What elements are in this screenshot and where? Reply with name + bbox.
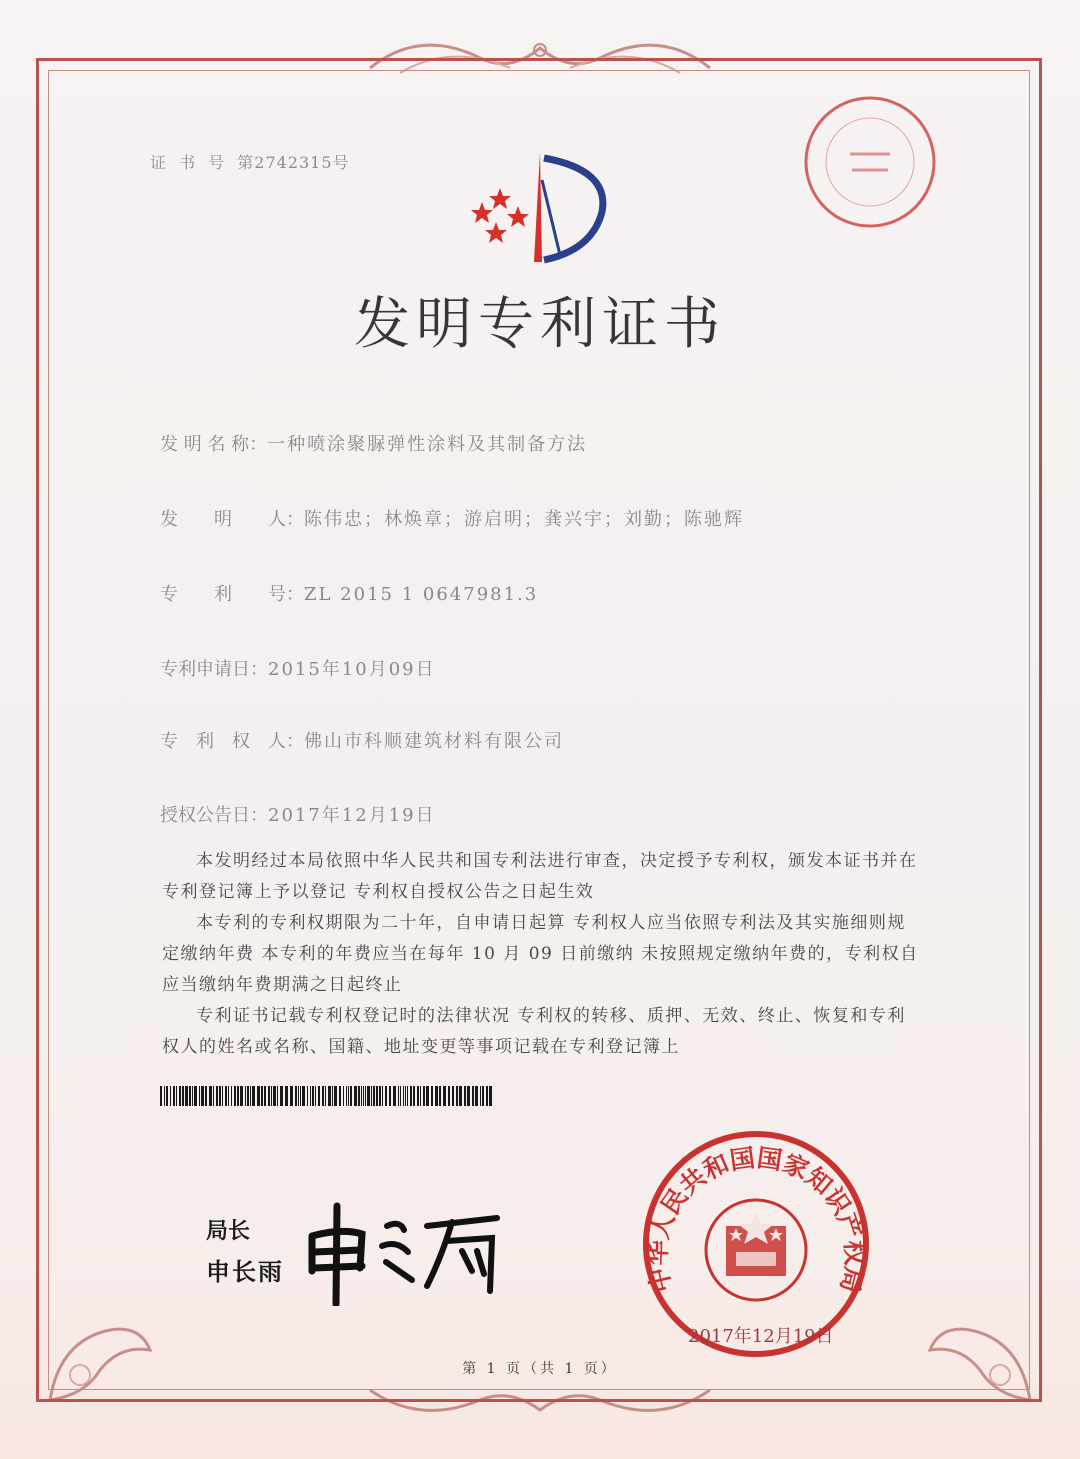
patent-office-seal-icon bbox=[800, 92, 940, 232]
body-paragraph: 本专利的专利权期限为二十年，自申请日起算 专利权人应当依照专利法及其实施细则规定缴纳年费 本专利的年费应当在每年 10 月 09 日前缴纳 未按照规定缴纳年费的，专利权自应当缴纳年费期满之日起终止 bbox=[162, 913, 919, 995]
application-date-value: 2015年10月09日 bbox=[268, 659, 436, 680]
certificate-number-label: 证 书 号 bbox=[150, 153, 229, 172]
seal-date: 2017年12月19日 bbox=[688, 1326, 834, 1347]
certificate-title: 发明专利证书 bbox=[354, 292, 726, 357]
invention-name-label: 发 明 名 称： bbox=[160, 434, 268, 455]
certificate-number-value: 第2742315号 bbox=[237, 153, 350, 172]
patentee-value: 佛山市科顺建筑材料有限公司 bbox=[304, 731, 564, 752]
certificate-number bbox=[150, 150, 350, 173]
grant-date-field bbox=[160, 801, 436, 827]
inventors-field bbox=[160, 505, 744, 531]
patent-number-value: ZL 2015 1 0647981.3 bbox=[304, 584, 539, 605]
patentee-label: 专 利 权 人： bbox=[160, 731, 304, 752]
inventors-label: 发 明 人： bbox=[160, 509, 304, 530]
patent-number-label: 专 利 号： bbox=[160, 584, 304, 605]
invention-name-value: 一种喷涂聚脲弹性涂料及其制备方法 bbox=[267, 434, 588, 455]
director-signature bbox=[302, 1196, 502, 1306]
grant-date-value: 2017年12月19日 bbox=[268, 805, 436, 826]
application-date-field bbox=[160, 655, 436, 681]
director-name: 申长雨 bbox=[206, 1258, 284, 1286]
page-number: 第 1 页（共 1 页） bbox=[462, 1361, 618, 1377]
director-title: 局长 bbox=[206, 1219, 251, 1244]
invention-name-field bbox=[160, 430, 587, 456]
body-paragraph: 本发明经过本局依照中华人民共和国专利法进行审查，决定授予专利权，颁发本证书并在专利登记簿上予以登记 专利权自授权公告之日起生效 bbox=[162, 851, 918, 902]
patent-number-field bbox=[160, 580, 538, 606]
inventors-value: 陈伟忠；林焕章；游启明；龚兴宇；刘勤；陈驰辉 bbox=[304, 509, 744, 530]
patentee-field bbox=[160, 727, 564, 753]
seal-text: 中华人民共和国国家知识产权局 bbox=[642, 1143, 870, 1296]
grant-date-label: 授权公告日： bbox=[160, 805, 268, 826]
body-paragraph: 专利证书记载专利权登记时的法律状况 专利权的转移、质押、无效、终止、恢复和专利权人的姓名或名称、国籍、地址变更等事项记载在专利登记簿上 bbox=[162, 1006, 906, 1057]
application-date-label: 专利申请日： bbox=[160, 659, 268, 680]
patent-office-logo-icon bbox=[460, 150, 620, 270]
certificate-body bbox=[162, 846, 922, 1063]
barcode bbox=[160, 1086, 494, 1106]
